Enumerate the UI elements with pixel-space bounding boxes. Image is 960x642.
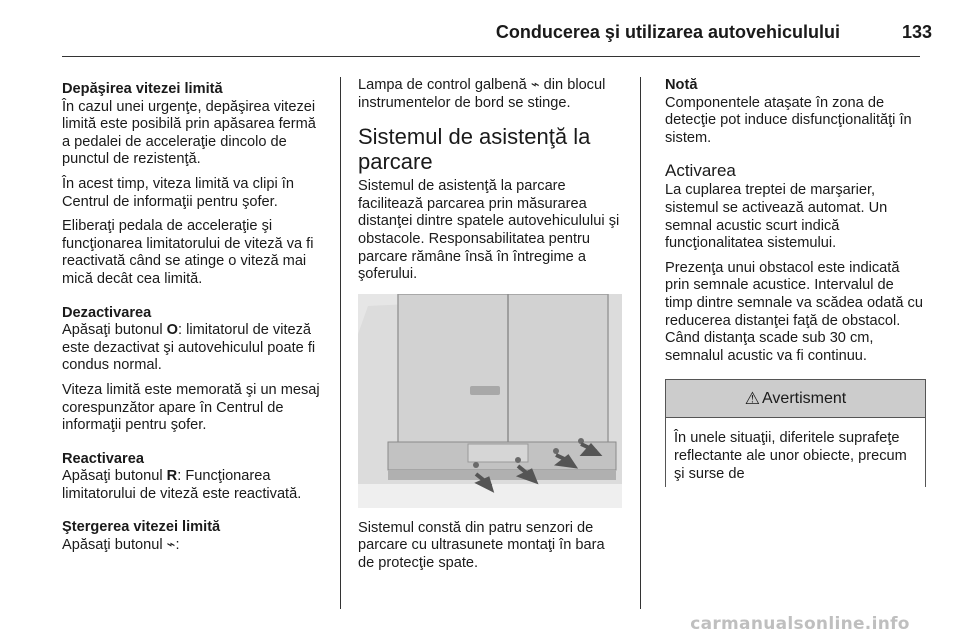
warning-title: Avertisment [762, 390, 847, 408]
warning-header [666, 380, 925, 418]
paragraph: Eliberaţi pedala de acceleraţie şi funcţionarea limitatorului de viteză va fi reactivată când se atinge o viteză mai mică decât cea limită. [62, 218, 314, 287]
section-title-parking-assist: Sistemul de asistenţă la parcare [358, 124, 591, 175]
paragraph: Sistemul constă din patru senzori de parcare cu ultrasunete montaţi în bara de protecţie spate. [358, 519, 605, 571]
text-fragment: : Funcţionarea limitatorului de viteză este reactivată. [62, 468, 302, 502]
speed-limiter-icon: ⌁ [166, 537, 176, 554]
paragraph: Viteza limită este memorată şi un mesaj corespunzător apare în Centrul de informaţii pentru şofer. [62, 381, 320, 434]
heading-reactivation: Reactivarea [62, 450, 144, 467]
column-middle [358, 77, 624, 580]
note-heading: Notă [665, 77, 698, 93]
text-fragment: Apăsaţi butonul [62, 468, 167, 485]
parking-sensor-photo [358, 294, 622, 508]
paragraph [62, 537, 324, 555]
warning-triangle-icon: ⚠ [744, 389, 761, 409]
text-fragment: Apăsaţi butonul [62, 537, 167, 554]
off-button-icon: O [166, 322, 179, 339]
text-fragment: Lampa de control galbenă [358, 77, 531, 93]
column-right [665, 77, 925, 487]
heading-deactivation: Dezactivarea [62, 304, 152, 321]
text-fragment: din blocul instrumentelor de bord se stinge. [358, 77, 606, 111]
paragraph: În acest timp, viteza limită va clipi în Centrul de informaţii pentru şofer. [62, 175, 294, 210]
paragraph: Prezenţa unui obstacol este indicată prin semnale acustice. Intervalul de timp dintre semnale va scădea odată cu reducerea distanţei faţă de obstacol. Când distanţa scade sub 30 cm, semnalul acustic va fi continuu. [665, 259, 923, 364]
running-header-title: Conducerea şi utilizarea autovehiculului [495, 22, 840, 42]
column-divider-right [640, 77, 641, 609]
resume-button-icon: R [166, 468, 178, 485]
column-divider-left [340, 77, 341, 609]
warning-text: În unele situaţii, diferitele suprafeţe reflectante ale unor obiecte, precum şi surse de [674, 430, 907, 482]
text-fragment: : [175, 537, 180, 554]
watermark: carmanualsonline.info [690, 614, 910, 634]
paragraph: La cuplarea treptei de marşarier, sistemul se activează automat. Un semnal acustic scurt indică funcţionalitatea sistemului. [665, 182, 888, 252]
text-fragment: : limitatorul de viteză este dezactivat şi autovehiculul poate fi condus normal. [62, 322, 316, 374]
paragraph: În cazul unei urgenţe, depăşirea vitezei limită este posibilă prin apăsarea fermă a pedalei de acceleraţie dincolo de punctul de rezistenţă. [62, 98, 316, 168]
paragraph: Sistemul de asistenţă la parcare facilitează parcarea prin măsurarea distanţei dintre spatele autovehiculului şi obstacole. Responsabilitatea pentru parcare rămâne însă în întregime a şoferului. [358, 178, 620, 283]
header-divider [62, 56, 920, 57]
page-number: 133 [901, 22, 932, 42]
paragraph [62, 468, 324, 503]
heading-exceeding-limit: Depăşirea vitezei limită [62, 81, 223, 97]
subsection-title-activation: Activarea [665, 161, 736, 181]
speed-limiter-icon: ⌁ [530, 77, 540, 93]
heading-delete-limit: Ştergerea vitezei limită [62, 519, 221, 536]
note-text: Componentele ataşate în zona de detecţie pot induce disfuncţionalităţi în sistem. [665, 94, 912, 146]
text-fragment: Apăsaţi butonul [62, 322, 167, 339]
warning-box [665, 379, 926, 487]
paragraph [62, 322, 324, 375]
paragraph [358, 77, 624, 112]
column-left [62, 81, 324, 562]
